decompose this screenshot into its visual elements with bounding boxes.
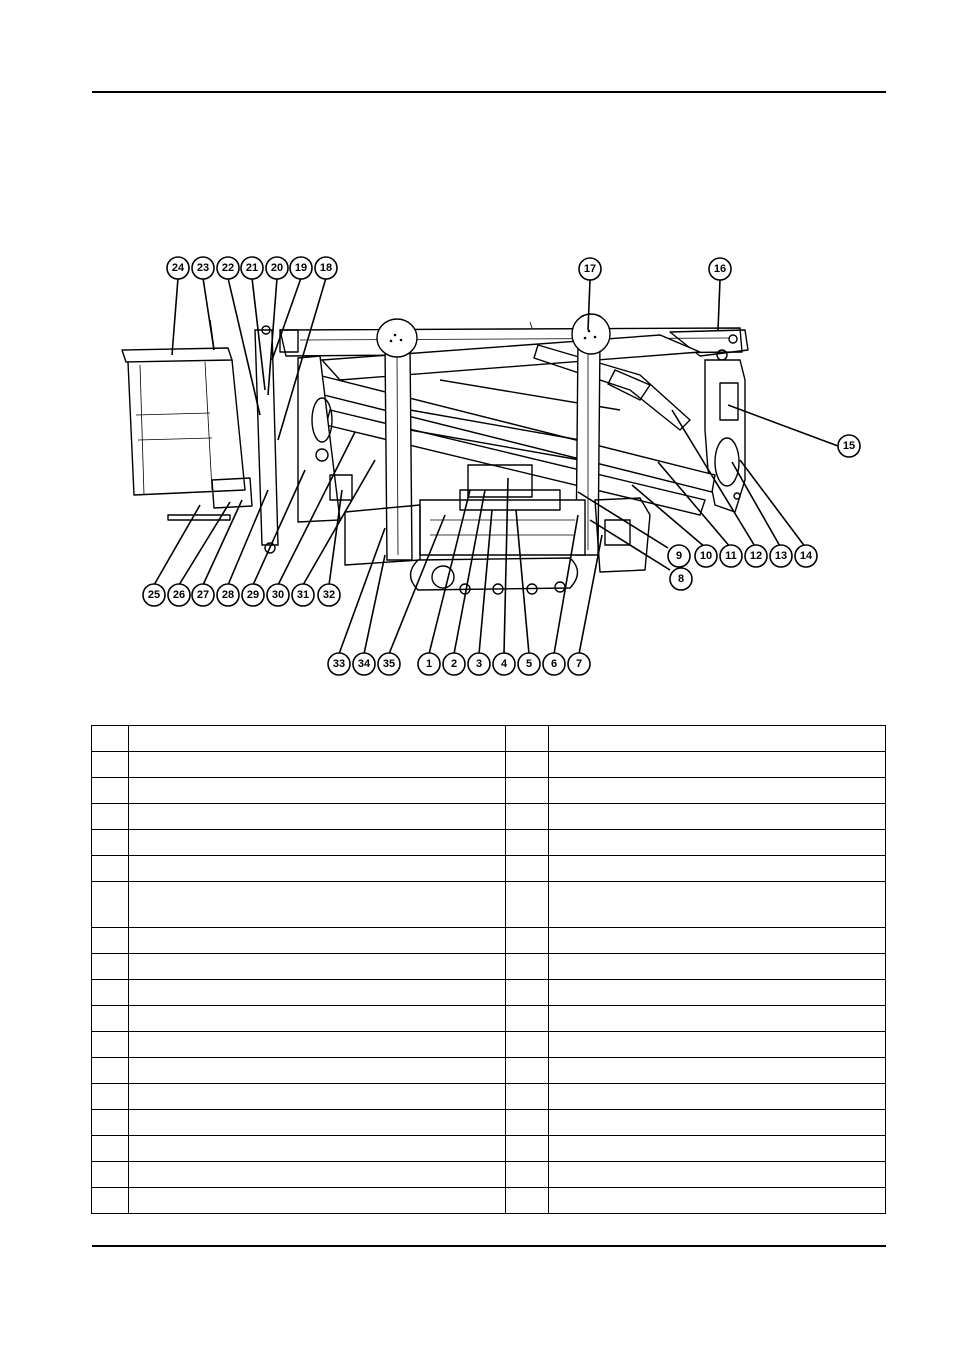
svg-text:17: 17 <box>583 263 597 275</box>
table-row <box>92 1188 886 1214</box>
callout-8 <box>670 568 692 590</box>
svg-text:23: 23 <box>196 262 210 274</box>
svg-text:26: 26 <box>172 589 186 601</box>
callout-2 <box>443 653 465 675</box>
callout-27 <box>192 584 214 606</box>
svg-text:30: 30 <box>271 589 285 601</box>
svg-text:16: 16 <box>713 263 727 275</box>
callout-35 <box>378 653 400 675</box>
svg-text:35: 35 <box>382 658 396 670</box>
machine-drawing <box>122 314 748 594</box>
svg-text:2: 2 <box>450 658 458 670</box>
callout-19 <box>290 257 312 279</box>
callout-14 <box>795 545 817 567</box>
svg-text:8: 8 <box>677 573 685 585</box>
table-row <box>92 1006 886 1032</box>
svg-text:31: 31 <box>296 589 310 601</box>
callout-28 <box>217 584 239 606</box>
parts-table <box>91 725 886 1214</box>
svg-text:29: 29 <box>246 589 260 601</box>
callout-29 <box>242 584 264 606</box>
svg-text:3: 3 <box>475 658 483 670</box>
svg-text:32: 32 <box>322 589 336 601</box>
svg-text:13: 13 <box>774 550 788 562</box>
callout-34 <box>353 653 375 675</box>
svg-text:10: 10 <box>699 550 713 562</box>
callout-26 <box>168 584 190 606</box>
svg-text:1: 1 <box>425 658 433 670</box>
svg-text:15: 15 <box>842 440 856 452</box>
callout-17 <box>579 258 601 280</box>
table-row <box>92 778 886 804</box>
table-row <box>92 1110 886 1136</box>
callout-9 <box>668 545 690 567</box>
table-row <box>92 928 886 954</box>
svg-text:24: 24 <box>171 262 185 274</box>
callout-33 <box>328 653 350 675</box>
svg-text:18: 18 <box>319 262 333 274</box>
table-row <box>92 726 886 752</box>
callout-32 <box>318 584 340 606</box>
callout-12 <box>745 545 767 567</box>
callout-23 <box>192 257 214 279</box>
svg-text:6: 6 <box>550 658 558 670</box>
table-row <box>92 882 886 928</box>
callout-1 <box>418 653 440 675</box>
footer-rule <box>92 1245 886 1247</box>
svg-text:25: 25 <box>147 589 161 601</box>
callout-25 <box>143 584 165 606</box>
svg-text:9: 9 <box>675 550 683 562</box>
table-row <box>92 1032 886 1058</box>
callout-15 <box>838 435 860 457</box>
callout-7 <box>568 653 590 675</box>
svg-text:33: 33 <box>332 658 346 670</box>
svg-text:22: 22 <box>221 262 235 274</box>
svg-text:21: 21 <box>245 262 259 274</box>
svg-text:34: 34 <box>357 658 371 670</box>
table-row <box>92 752 886 778</box>
table-row <box>92 1084 886 1110</box>
table-row <box>92 804 886 830</box>
callout-30 <box>267 584 289 606</box>
table-row <box>92 954 886 980</box>
table-row <box>92 1136 886 1162</box>
table-row <box>92 1058 886 1084</box>
callout-5 <box>518 653 540 675</box>
callout-31 <box>292 584 314 606</box>
callout-6 <box>543 653 565 675</box>
svg-text:4: 4 <box>500 658 508 670</box>
svg-text:28: 28 <box>221 589 235 601</box>
svg-text:11: 11 <box>725 550 737 562</box>
svg-text:5: 5 <box>525 658 533 670</box>
callout-11 <box>720 545 742 567</box>
table-row <box>92 830 886 856</box>
callout-24 <box>167 257 189 279</box>
callout-13 <box>770 545 792 567</box>
callout-21 <box>241 257 263 279</box>
svg-text:27: 27 <box>196 589 210 601</box>
callout-3 <box>468 653 490 675</box>
table-row <box>92 1162 886 1188</box>
svg-text:14: 14 <box>799 550 813 562</box>
callout-10 <box>695 545 717 567</box>
table-row <box>92 856 886 882</box>
svg-text:12: 12 <box>749 550 763 562</box>
svg-text:20: 20 <box>270 262 284 274</box>
svg-text:7: 7 <box>575 658 583 670</box>
svg-text:19: 19 <box>294 262 308 274</box>
table-row <box>92 980 886 1006</box>
callout-4 <box>493 653 515 675</box>
callout-22 <box>217 257 239 279</box>
callout-18 <box>315 257 337 279</box>
callout-16 <box>709 258 731 280</box>
callout-20 <box>266 257 288 279</box>
